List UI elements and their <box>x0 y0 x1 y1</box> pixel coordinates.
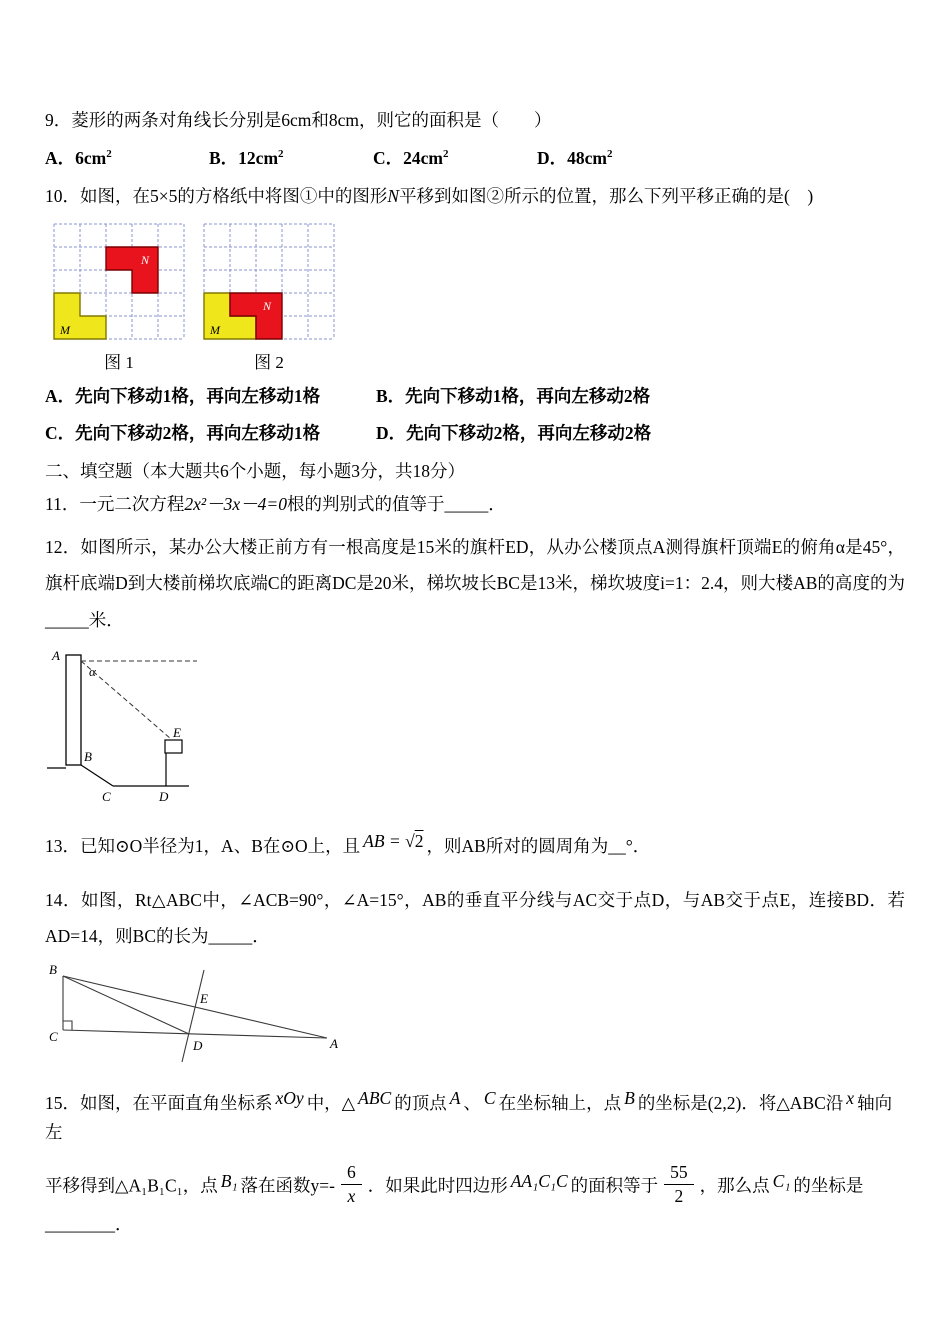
figure2-label-m: M <box>210 322 220 337</box>
q11-text-post: 根的判别式的值等于_____． <box>286 493 506 514</box>
section2-header: 二、填空题（本大题共6个小题，每小题3分，共18分） <box>45 460 465 481</box>
q10-figure-2 <box>203 223 335 373</box>
q15-fraction-6-over-x <box>341 1162 362 1207</box>
q15-fraction-55-over-2 <box>664 1162 694 1207</box>
q15-frac1-denominator: x <box>347 1186 356 1207</box>
q15-l1f: 的坐标是(2,2)．将△ABC沿 <box>637 1093 844 1114</box>
figure2-label-n: N <box>263 298 272 313</box>
q12-label-a: A <box>52 647 60 663</box>
q15-math-x: x <box>846 1088 855 1109</box>
building-flagpole-figure <box>47 647 302 807</box>
q12-label-alpha: α <box>89 663 96 679</box>
q10-text-pre: 10．如图，在5×5的方格纸中将图①中的图形 <box>45 185 388 206</box>
q15-frac1-numerator: 6 <box>341 1162 362 1185</box>
q15-l2f: 的坐标是________． <box>45 1175 864 1235</box>
q10-math-n: N <box>387 185 400 206</box>
q9-option-b-label: B．12cm <box>209 147 279 168</box>
q15-frac2-numerator: 55 <box>664 1162 694 1185</box>
q9-option-d-label: D．48cm <box>537 147 607 168</box>
q10-options-row-1 <box>45 382 905 410</box>
segment-bd <box>63 976 189 1034</box>
q10-option-b: B．先向下移动1格，再向左移动2格 <box>376 385 651 406</box>
q15-l1b: 中，△ <box>306 1093 356 1114</box>
q12-figure-wrap <box>47 647 905 812</box>
q9-option-c <box>373 144 537 172</box>
q10-text <box>45 182 905 211</box>
right-angle-mark <box>63 1021 72 1030</box>
q12-label-e: E <box>173 724 181 740</box>
q15-math-c: C <box>483 1088 496 1109</box>
q9-option-d <box>537 144 701 172</box>
grid-figure-2 <box>203 223 335 340</box>
q12-label-c: C <box>102 788 111 804</box>
q15-math-b: B <box>624 1088 635 1109</box>
q12-label-b: B <box>84 748 92 764</box>
figure1-label-n: N <box>141 252 150 267</box>
q15-math-a: A <box>449 1088 461 1109</box>
q15-math-aac1c: AA₁C₁C <box>510 1170 568 1191</box>
q15-l2c: ．如果此时四边形 <box>367 1175 508 1196</box>
q13-math-ab-lhs: AB = <box>363 830 406 851</box>
q15-math-xoy: xOy <box>275 1088 304 1109</box>
grid-figure-1 <box>53 223 185 340</box>
q15-l2d: 的面积等于 <box>570 1175 659 1196</box>
right-triangle-figure <box>47 962 347 1062</box>
q13-math-ab <box>363 831 423 851</box>
figure1-shape-n <box>106 247 158 293</box>
figure1-label-m: M <box>60 322 70 337</box>
q12-label-d: D <box>159 788 169 804</box>
q14-label-e: E <box>200 991 208 1007</box>
q10-text-post: 平移到如图②所示的位置，那么下列平移正确的是( ) <box>399 185 814 206</box>
q15-math-c1: C₁ <box>772 1170 791 1191</box>
q11-text-pre: 11．一元二次方程 <box>45 493 185 514</box>
q14-label-b: B <box>49 962 57 978</box>
q9-option-d-sup: 2 <box>606 148 613 161</box>
q15-line1 <box>45 1089 905 1147</box>
q10-figure-1-caption: 图 1 <box>104 352 134 372</box>
q12-text: 12．如图所示，某办公大楼正前方有一根高度是15米的旗杆ED，从办公楼顶点A测得旗杆顶端E的俯角α是45°，旗杆底端D到大楼前梯坎底端C的距离DC是20米，梯坎坡长BC是13米，梯坎坡度i=1：2.4，则大楼AB的高度的为_____米． <box>45 536 905 630</box>
q15-l2e: ，那么点 <box>699 1175 770 1196</box>
q11-text <box>45 490 905 519</box>
q9-text: 9．菱形的两条对角线长分别是6cm和8cm，则它的面积是（ ） <box>45 110 552 130</box>
q9-option-c-sup: 2 <box>442 148 449 161</box>
q10-option-c: C．先向下移动2格，再向左移动1格 <box>45 422 321 443</box>
q13-text <box>45 832 905 861</box>
side-ca <box>63 1030 327 1038</box>
flag-rect <box>165 740 182 753</box>
slope-bc <box>81 765 113 786</box>
depression-sightline-dashed <box>81 661 171 739</box>
sqrt-radical <box>405 831 423 851</box>
q9-option-c-label: C．24cm <box>373 147 443 168</box>
q9-option-b-sup: 2 <box>278 148 284 161</box>
q14-label-c: C <box>49 1029 58 1045</box>
q10-option-d: D．先向下移动2格，再向左移动2格 <box>376 422 652 443</box>
q10-option-a: A．先向下移动1格，再向左移动1格 <box>45 385 321 406</box>
q10-figure-1 <box>53 223 185 373</box>
q9-options <box>45 144 905 172</box>
q14-text: 14．如图，Rt△ABC中，∠ACB=90°，∠A=15°，AB的垂直平分线与AC交于点D，与AB交于点E，连接BD．若AD=14，则BC的长为_____． <box>45 889 905 946</box>
q15-l1c: 的顶点 <box>394 1093 447 1114</box>
q14-label-a: A <box>330 1036 338 1052</box>
q15-l2a: 平移得到△A₁B₁C₁，点 <box>45 1175 218 1196</box>
sqrt-symbol: √ <box>405 830 415 851</box>
q10-options-row-2 <box>45 419 905 447</box>
q14-label-d: D <box>193 1038 203 1054</box>
q15-math-b1: B₁ <box>220 1170 238 1191</box>
q15-l1e: 在坐标轴上，点 <box>498 1093 622 1114</box>
q15-line2 <box>45 1162 905 1239</box>
q10-figure-2-caption: 图 2 <box>254 352 284 372</box>
q14-figure-wrap <box>47 962 905 1067</box>
q13-text-post: ，则AB所对的圆周角为__°． <box>426 835 651 856</box>
q15-frac2-denominator: 2 <box>674 1186 684 1207</box>
q11-equation: 2x²－3x－4=0 <box>184 493 287 514</box>
q15-l1d: 、 <box>463 1093 481 1114</box>
sqrt-radicand: 2 <box>414 830 424 851</box>
q9-option-a-sup: 2 <box>106 148 112 161</box>
q15-math-abc: ABC <box>358 1088 392 1109</box>
q9-option-a <box>45 144 209 172</box>
q9-option-a-label: A．6cm <box>45 147 107 168</box>
q15-l1g: 轴向左 <box>45 1093 893 1143</box>
q13-text-pre: 13．已知⊙O半径为1，A、B在⊙O上，且 <box>45 835 361 856</box>
q10-figures <box>53 223 905 373</box>
q9-option-b <box>209 144 373 172</box>
building-ab <box>66 655 81 765</box>
q15-l1a: 15．如图，在平面直角坐标系 <box>45 1093 273 1114</box>
q15-l2b: 落在函数y=- <box>240 1175 335 1196</box>
